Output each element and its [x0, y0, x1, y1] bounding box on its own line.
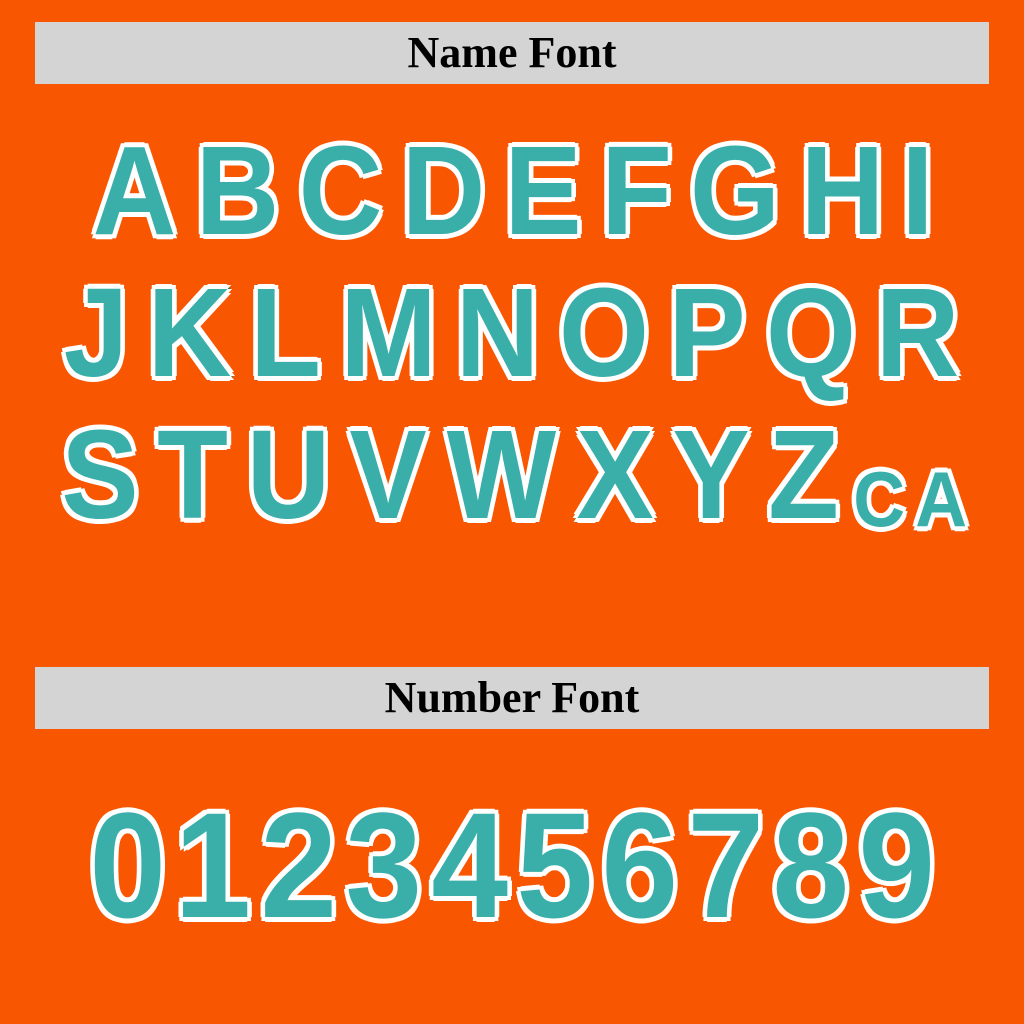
numbers-row	[0, 781, 1024, 949]
glyph-number: 3	[345, 781, 423, 949]
glyph-letter: U	[246, 404, 331, 545]
glyph-letter: H	[800, 120, 884, 261]
glyph-number: 0	[89, 781, 166, 949]
glyph-letter: I	[900, 120, 934, 261]
glyph-letter: C	[299, 120, 383, 261]
number-font-header-label: Number Font	[384, 673, 640, 722]
glyph-number: 9	[858, 781, 935, 949]
glyph-number: 6	[601, 781, 679, 949]
glyph-letter: W	[446, 404, 556, 545]
glyph-letter: J	[64, 262, 129, 403]
glyph-letter: K	[147, 262, 231, 403]
glyph-letter: E	[504, 120, 583, 261]
glyph-number: 1	[174, 781, 252, 949]
glyph-number: 2	[260, 781, 337, 949]
alphabet-glyph-block	[0, 120, 1024, 554]
glyph-letter: M	[339, 262, 437, 403]
glyph-number: 5	[516, 781, 594, 949]
alphabet-row	[0, 404, 1024, 545]
glyph-letter: S	[60, 404, 139, 545]
glyph-number: 7	[687, 781, 764, 949]
glyph-letter: X	[575, 404, 654, 545]
glyph-number: 8	[772, 781, 850, 949]
alphabet-row	[0, 262, 1024, 403]
glyph-letter-small: A	[915, 455, 968, 543]
glyph-letter: Q	[765, 262, 856, 403]
name-font-header-label: Name Font	[407, 28, 617, 77]
numbers-glyph-block	[0, 781, 1024, 949]
glyph-letter: Y	[672, 404, 750, 545]
glyph-letter: R	[875, 262, 959, 403]
glyph-letter: V	[349, 404, 427, 545]
number-font-header-bar	[35, 667, 989, 729]
glyph-letter: A	[93, 120, 177, 261]
alphabet-row	[0, 120, 1024, 261]
glyph-letter: G	[690, 120, 781, 261]
glyph-letter: D	[402, 120, 486, 261]
glyph-letter: T	[156, 404, 228, 545]
glyph-letter: F	[600, 120, 672, 261]
glyph-letter: B	[196, 120, 280, 261]
glyph-letter: P	[668, 262, 747, 403]
glyph-letter: L	[249, 262, 321, 403]
glyph-letter: Z	[767, 404, 839, 545]
glyph-letter-small: C	[852, 455, 905, 543]
name-font-header-bar	[35, 22, 989, 84]
glyph-letter: N	[456, 262, 540, 403]
glyph-number: 4	[430, 781, 508, 949]
glyph-letter: O	[559, 262, 650, 403]
